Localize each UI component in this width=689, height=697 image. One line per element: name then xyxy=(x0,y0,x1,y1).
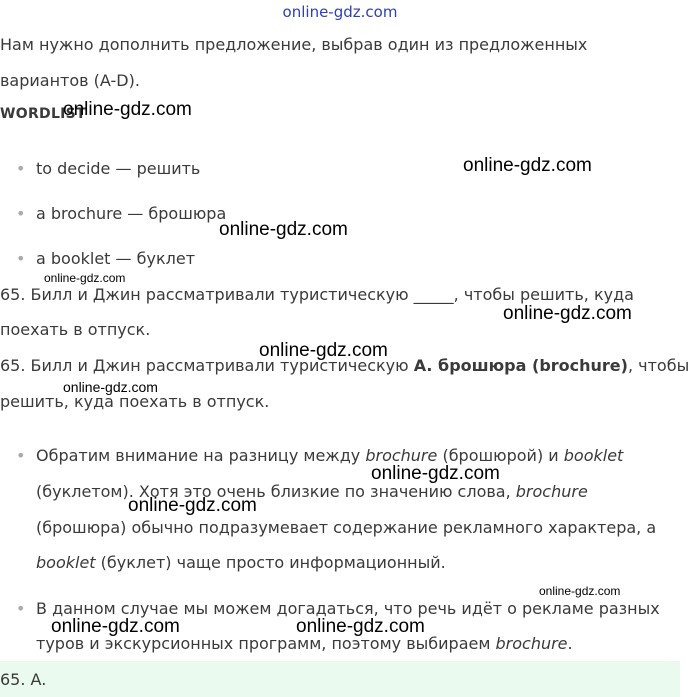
watermark: online-gdz.com xyxy=(51,616,180,637)
watermark: online-gdz.com xyxy=(219,219,348,240)
bullet-dot: • xyxy=(16,446,26,465)
intro-line-2: вариантов (A-D). xyxy=(0,71,140,90)
explanation-2-line-1: В данном случае мы можем догадаться, что речь идёт о рекламе разных xyxy=(36,599,660,618)
answer-sentence-line-2: решить, куда поехать в отпуск. xyxy=(0,392,270,411)
bullet-dot: • xyxy=(16,249,26,268)
explanation-1-line-1: Обратим внимание на разницу между brochure (брошюрой) и booklet xyxy=(36,446,624,465)
intro-line-1: Нам нужно дополнить предложение, выбрав один из предложенных xyxy=(0,35,588,54)
bullet-dot: • xyxy=(16,599,26,618)
explanation-1-line-2: (буклетом). Хотя это очень близкие по значению слова, brochure xyxy=(36,482,588,501)
explanation-1-line-3: (брошюра) обычно подразумевает содержание рекламного характера, а xyxy=(36,518,657,537)
watermark: online-gdz.com xyxy=(63,379,158,395)
question-line-2: поехать в отпуск. xyxy=(0,320,151,339)
bullet-dot: • xyxy=(16,204,26,223)
watermark: online-gdz.com xyxy=(259,340,388,361)
vocab-item: a brochure — брошюра xyxy=(36,204,227,223)
question-line-1: 65. Билл и Джин рассматривали туристическую _____, чтобы решить, куда xyxy=(0,285,634,304)
vocab-item: to decide — решить xyxy=(36,159,201,178)
final-answer: 65. A. xyxy=(0,670,47,689)
watermark: online-gdz.com xyxy=(539,584,621,598)
watermark: online-gdz.com xyxy=(463,155,592,176)
vocab-item: a booklet — буклет xyxy=(36,249,196,268)
answer-highlight: A. брошюра (brochure) xyxy=(413,356,628,375)
final-answer-bar xyxy=(0,661,680,697)
header-watermark: online-gdz.com xyxy=(282,3,398,21)
wordlist-heading: WORDLIST xyxy=(0,106,86,122)
bullet-dot: • xyxy=(16,159,26,178)
watermark: online-gdz.com xyxy=(63,99,192,120)
watermark: online-gdz.com xyxy=(128,495,257,516)
answer-sentence-suffix: , чтобы xyxy=(627,356,689,375)
watermark: online-gdz.com xyxy=(296,616,425,637)
watermark: online-gdz.com xyxy=(503,303,632,324)
watermark: online-gdz.com xyxy=(371,463,500,484)
answer-sentence-prefix: 65. Билл и Джин рассматривали туристическую xyxy=(0,356,414,375)
explanation-2-line-2: туров и экскурсионных программ, поэтому выбираем brochure. xyxy=(36,634,573,653)
explanation-1-line-4: booklet (буклет) чаще просто информационный. xyxy=(36,553,446,572)
watermark: online-gdz.com xyxy=(44,271,126,285)
